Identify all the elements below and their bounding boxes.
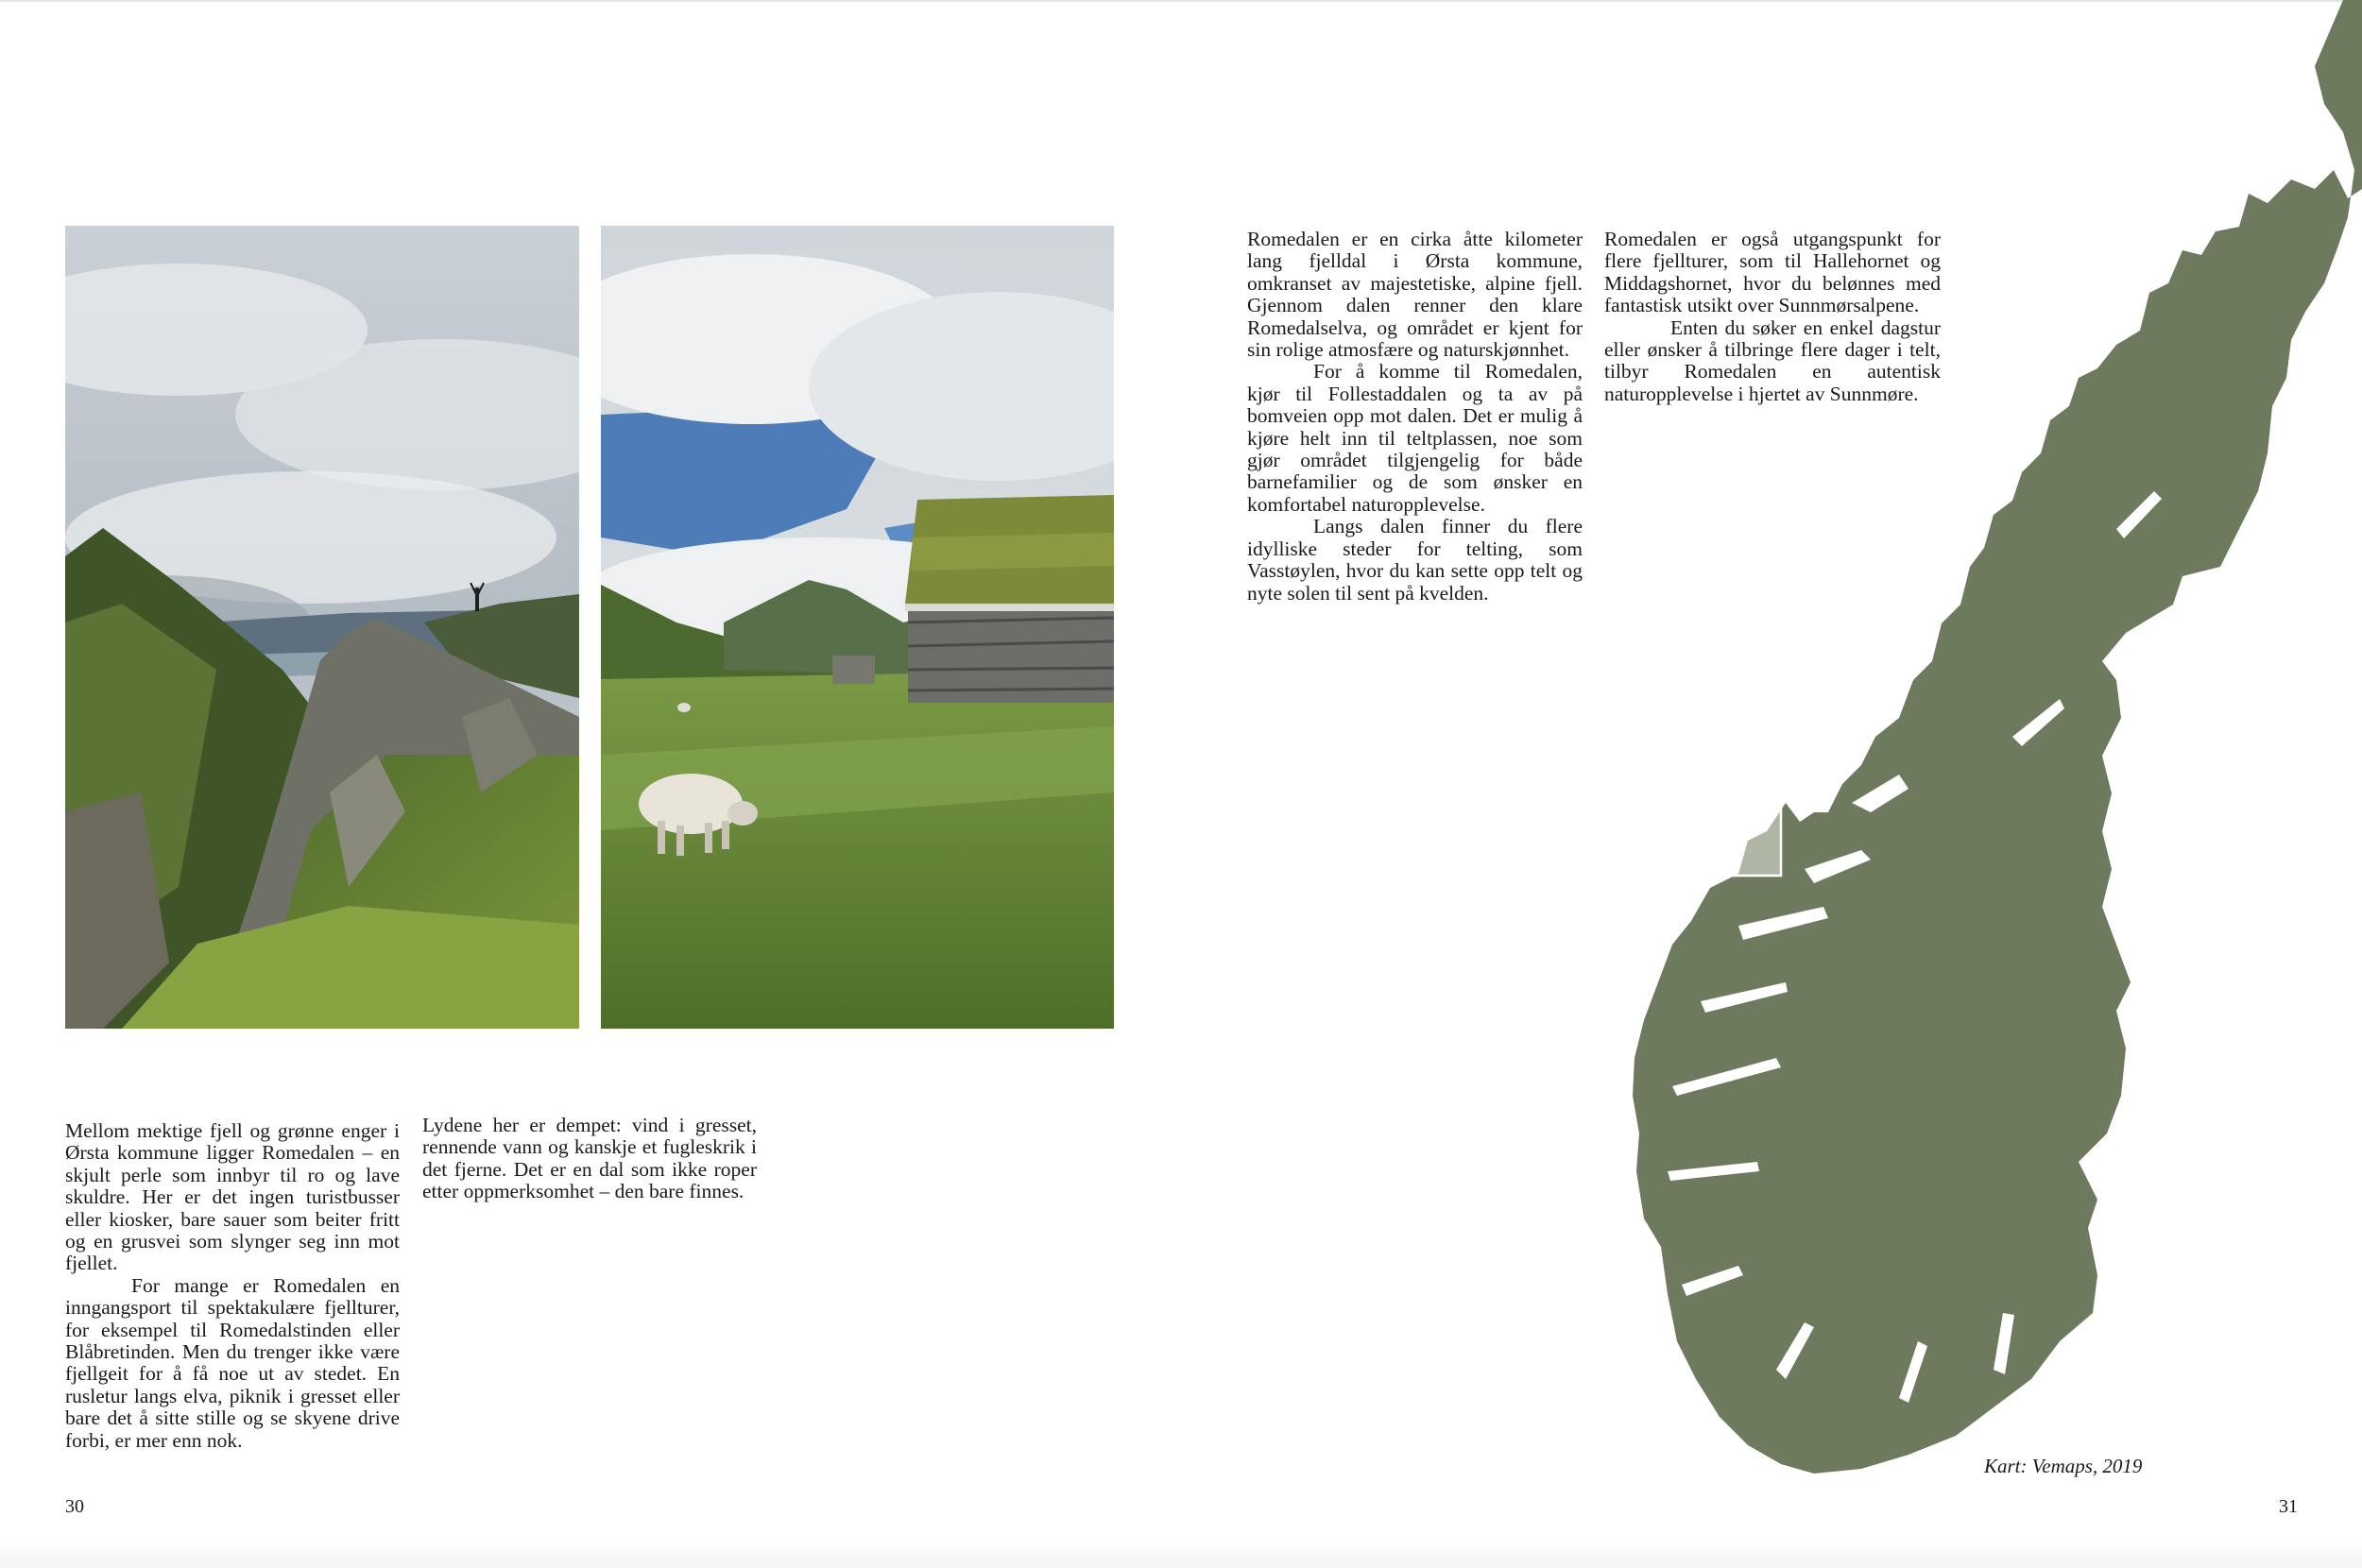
sheep-and-hut-illustration (601, 226, 1114, 1029)
region-highlight-box (1696, 808, 1781, 876)
paragraph: Romedalen er en cirka åtte kilometer lang fjelldal i Ørsta kommune, omkranset av majestetiske, alpine fjell. Gjennom dalen renner den klare Romedalselva, og området er kjent for sin rolige atmosfære og naturskjønnhet. (1247, 228, 1583, 362)
paragraph: For å komme til Romedalen, kjør til Follestaddalen og ta av på bomveien opp mot dalen. Det er mulig å kjøre helt inn til teltplassen, noe som gjør området tilgjengelig for både barnefamilier og de som ønsker en komfortabel naturopplevelse. (1247, 360, 1583, 516)
article-column-1 (65, 1120, 400, 1452)
sheep-and-sod-roof-hut-photo (601, 226, 1114, 1029)
norway-map (1587, 0, 2362, 1483)
paragraph: For mange er Romedalen en inngangsport til spektakulære fjellturer, for eksempel til Romedalstinden eller Blåbretinden. Men du trenger ikke være fjellgeit for å få noe ut av stedet. En rusletur langs elva, piknik i gresset eller bare det å sitte stille og se skyene drive forbi, er mer enn nok. (65, 1273, 400, 1452)
mountain-ridge-illustration (65, 226, 579, 1029)
norway-silhouette (1633, 0, 2362, 1474)
page-number-left: 30 (65, 1496, 84, 1517)
article-column-2 (422, 1115, 757, 1203)
map-credit: Kart: Vemaps, 2019 (1984, 1455, 2143, 1477)
paragraph: Enten du søker en enkel dagstur eller ønsker å tilbringe flere dager i telt, tilbyr Romedalen en autentisk naturopplevelse i hjertet av Sunnmøre. (1604, 315, 1941, 405)
article-column-3 (1247, 229, 1583, 605)
mountain-ridge-photo (65, 226, 579, 1029)
paragraph: Romedalen er også utgangspunkt for flere fjellturer, som til Hallehornet og Middagshornet, hvor du belønnes med fantastisk utsikt over Sunnmørsalpene. (1604, 228, 1941, 317)
paragraph: Lydene her er dempet: vind i gresset, rennende vann og kanskje et fugleskrik i det fjerne. Det er en dal som ikke roper etter oppmerksomhet – den bare finnes. (422, 1114, 757, 1203)
page-bottom-shade (0, 1542, 2362, 1568)
page-number-right: 31 (2279, 1496, 2298, 1517)
paragraph: Mellom mektige fjell og grønne enger i Ørsta kommune ligger Romedalen – en skjult perle som innbyr til ro og lave skuldre. Her er det ingen turistbusser eller kiosker, bare sauer som beiter fritt og en grusvei som slynger seg inn mot fjellet. (65, 1119, 400, 1275)
paragraph: Langs dalen finner du flere idylliske steder for telting, som Vasstøylen, hvor du kan sette opp telt og nyte solen til sent på kvelden. (1247, 515, 1583, 605)
